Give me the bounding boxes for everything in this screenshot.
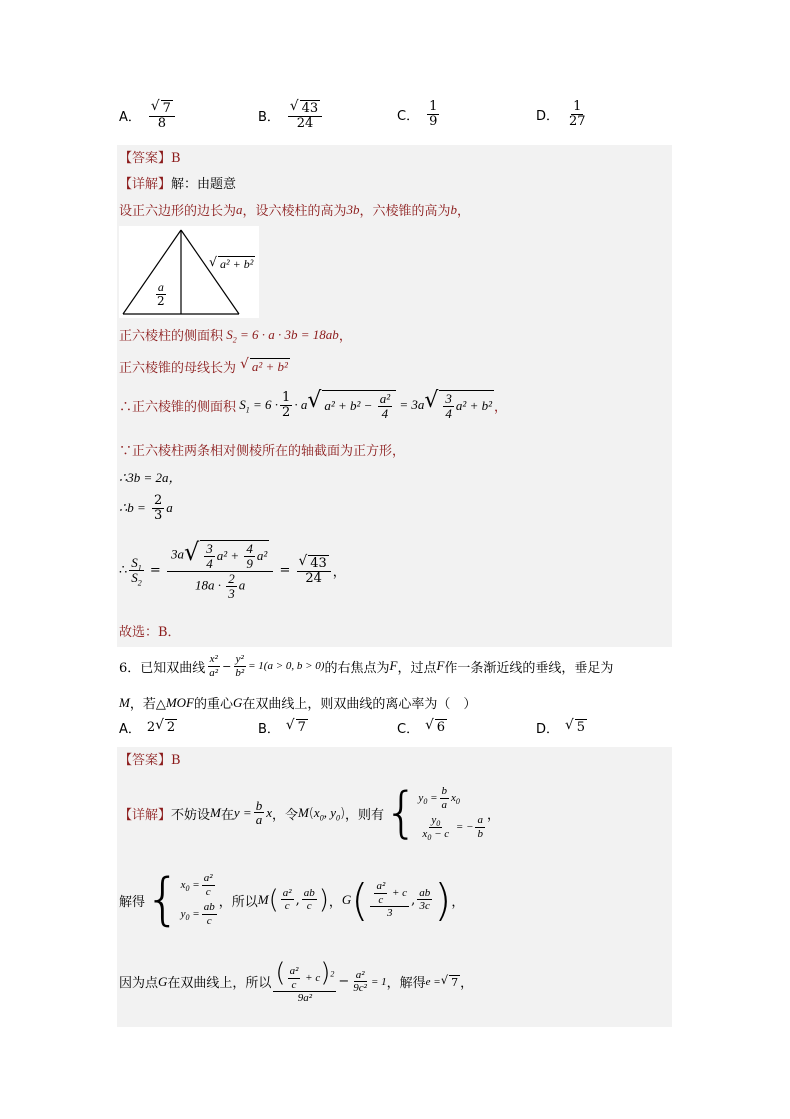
q5-b-value: ∴b = $\frac{2}{3}$ a (119, 493, 173, 523)
q6-answer: 【答案】B (119, 753, 181, 768)
q5-conclusion: 故选：B． (119, 625, 181, 640)
option-letter: C． (397, 722, 420, 737)
half-side-label: $\frac{a}{2}$ (157, 280, 165, 308)
option-letter: D． (536, 722, 560, 737)
option-letter: B． (258, 110, 280, 126)
q5-detail-intro: 【详解】 解：由题意 (119, 177, 237, 192)
option-letter: D． (536, 108, 560, 124)
q6-option-c: C． √ 6 (397, 717, 446, 737)
q5-option-d: D． $\frac{1}{27}$ (536, 99, 586, 129)
triangle-right-edge (181, 230, 239, 314)
q5-setup-line: 设正六边形的边长为 a ，设六棱柱的高为 3b ，六棱锥的高为 b ， (119, 201, 471, 219)
q5-pyramid-area: ∴正六棱锥的侧面积 $S_1 = 6$ · $\frac{1}{2}$ · a √ a² + b² − $\frac{\text{a²}}{4}$ = 3a √ $\frac{3}{4}$ a² + b² ， (119, 388, 508, 421)
option-letter: A． (119, 110, 141, 126)
option-letter: B． (258, 722, 280, 737)
option-letter: A． (119, 722, 141, 737)
q6-stem-line1: 6．已知双曲线 $\frac{\text{x²}}{\text{a²}}$ − $\frac{\text{y²}}{\text{b²}}$ = 1(a > 0, b > 0) 的右焦点为 F ，过点 F 作一条渐近线的垂线，垂足为 (119, 653, 614, 679)
q6-final-line: 因为点 G 在双曲线上，所以 ( $\frac{\text{a²}}{c}$ + c)$^2$ 9a² − $\frac{\text{a²}}{\text{9c²}}$ = 1 ，解得 e = √ 7 ， (119, 958, 474, 1004)
q6-option-a: A． 2 √ 2 (119, 717, 176, 737)
q5-slant-line: 正六棱锥的母线长为 √ a² + b² (119, 356, 288, 376)
q6-solve-line: 解得 { $x_0$ = $\frac{\text{a²}}{c}$ $y_0$ = $\frac{ab}{c}$ ，所以 M ( $\frac{\text{a²}}{c}$ , $\frac{ab}{c}$ ) ， G ( $\frac{\text{a²}}{c}$ + c 3 , $\frac{ab}{3c}$ ) ， (119, 867, 465, 932)
q6-option-b: B． √ 7 (258, 717, 306, 737)
option-letter: C． (397, 108, 420, 124)
q6-stem-line2: M ，若△ MOF 的重心 G 在双曲线上，则双曲线的离心率为（ ） (119, 694, 477, 712)
q5-relation-line: ∴3b = 2a， (119, 470, 182, 485)
q5-option-c: C． $\frac{1}{9}$ (397, 99, 438, 129)
q5-prism-area: 正六棱柱的侧面积 $S_2$ = 6 · a · 3b = 18ab ， (119, 326, 352, 345)
q5-answer: 【答案】B (119, 151, 181, 166)
q6-detail-line: 【详解】 不妨设 M 在 y = $\frac{b}{a}$ x ，令 M ( $x_0$, $y_0$ ) ，则有 { $y_0$ = $\frac{b}{a}$ $x_0$ $\frac{y_0}{x_0 - c}$ = − $\frac{a}{b}$ ， (119, 781, 500, 844)
q6-option-d: D． √ 5 (536, 717, 585, 737)
triangle-left-edge (123, 230, 181, 314)
slant-label: √ a² + b² (209, 254, 254, 271)
q5-ratio-line: ∴ $\frac{S_1}{S_2}$ = 3a √ $\frac{3}{4}$ a² + $\frac{4}{9}$ a² 18a · $\frac{2}{3}$ a = √ 43 24 ， (119, 538, 346, 601)
triangle-svg (119, 226, 259, 318)
q5-option-b: B． √ 43 24 (258, 100, 324, 132)
triangle-diagram (119, 226, 259, 318)
q5-option-a: A． √ 7 8 (119, 100, 177, 132)
q5-square-section: ∵正六棱柱两条相对侧棱所在的轴截面为正方形， (119, 444, 406, 459)
